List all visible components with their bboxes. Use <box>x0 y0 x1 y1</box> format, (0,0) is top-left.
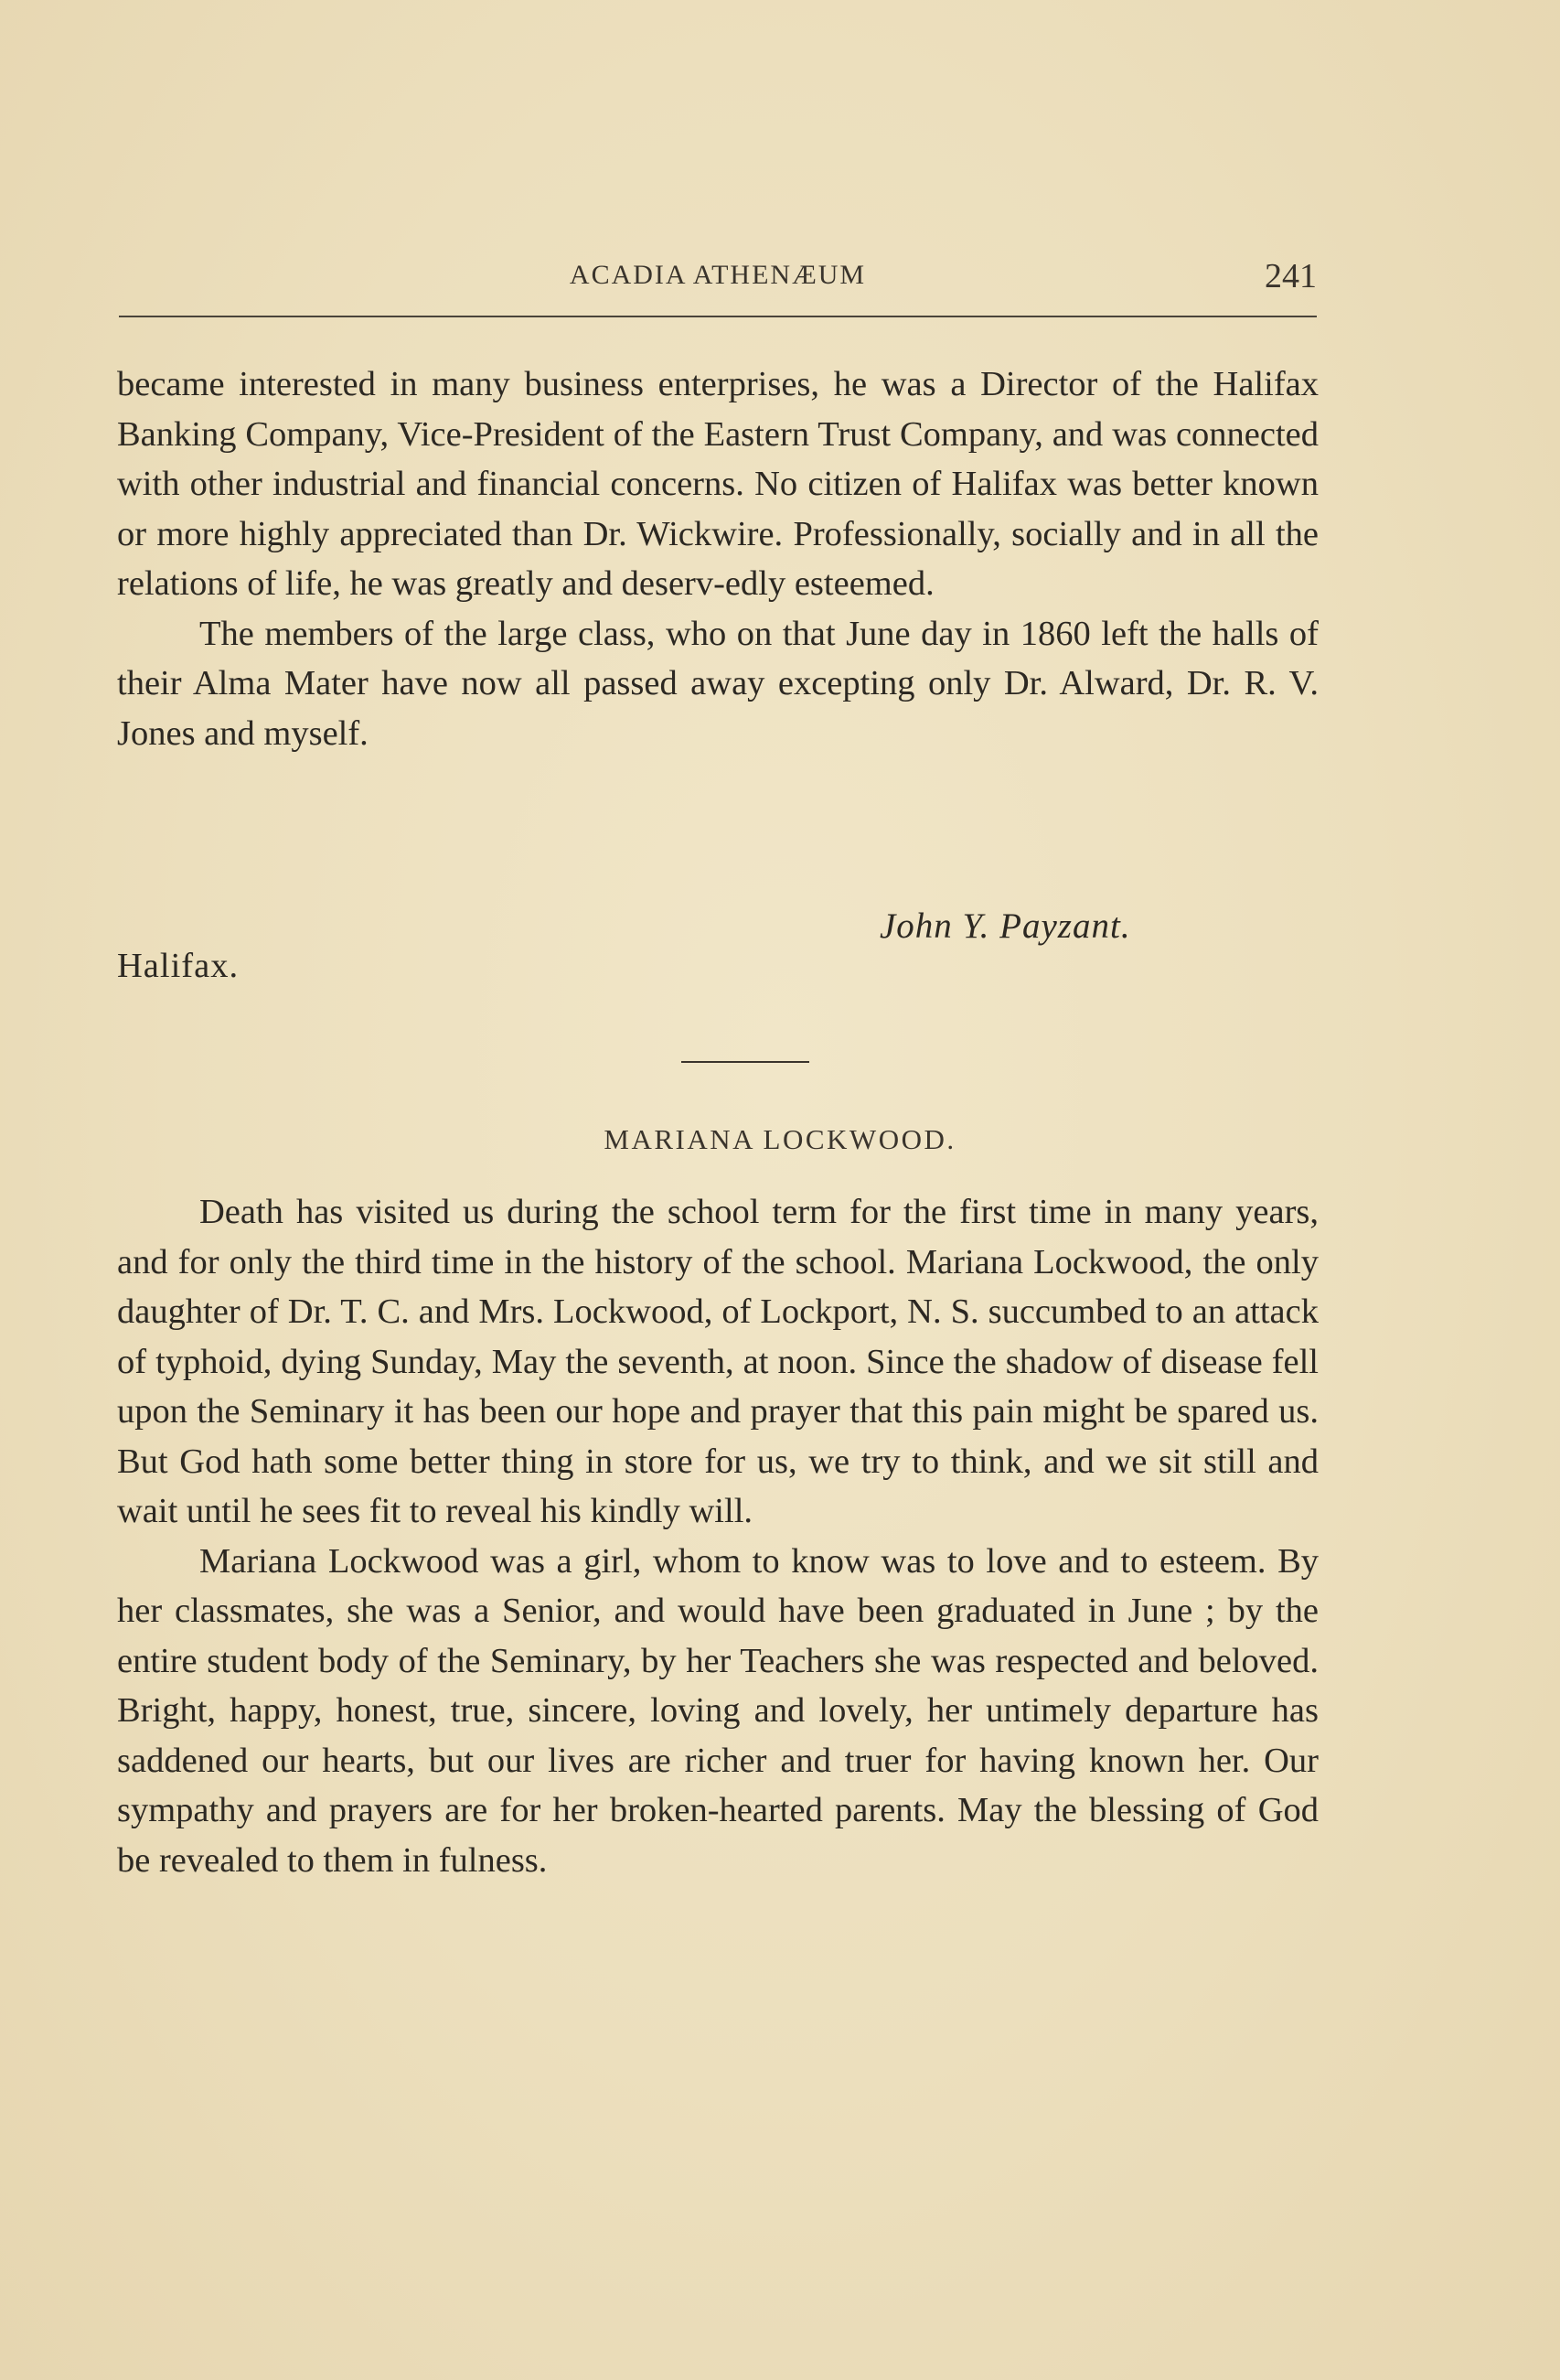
header-rule <box>119 316 1317 317</box>
page-number: 241 <box>1265 257 1317 295</box>
obituary-title: MARIANA LOCKWOOD. <box>604 1123 956 1155</box>
obituary-body <box>117 1187 1319 1885</box>
journal-title: ACADIA ATHENÆUM <box>569 260 867 290</box>
section-divider <box>681 1061 809 1063</box>
paragraph-class-members: The members of the large class, who on that June day in 1860 left the halls of their Alma Mater have now all passed away excepting only Dr. Alward, Dr. R. V. Jones and myself. <box>117 614 1319 753</box>
obituary-paragraph-1: Death has visited us during the school term for the first time in many years, and for only the third time in the history of the school. Mariana Lockwood, the only daughter of Dr. T. C. and Mrs. Lockwood, of Lockport, N. S. succumbed to an attack of typhoid, dying Sunday, May the seventh, at noon. Since the shadow of disease fell upon the Seminary it has been our hope and prayer that this pain might be spared us. But God hath some better thing in store for us, we try to think, and we sit still and wait until he sees fit to reveal his kindly will. <box>117 1193 1319 1530</box>
obituary-paragraph-2: Mariana Lockwood was a girl, whom to know was to love and to esteem. By her classmates, she was a Senior, and would have been graduated in June ; by the entire student body of the Seminary, by her Teachers she was respected and beloved. Bright, happy, honest, true, sincere, loving and lovely, her untimely departure has saddened our hearts, but our lives are richer and truer for having known her. Our sympathy and prayers are for her broken-hearted parents. May the blessing of God be revealed to them in fulness. <box>117 1541 1319 1880</box>
article-continuation <box>117 359 1319 758</box>
author-signature: John Y. Payzant. <box>880 906 1131 946</box>
paragraph-continued: became interested in many business enterprises, he was a Director of the Halifax Banking Company, Vice-President of the Eastern Trust Company, and was connected with other industrial and financial concerns. No citizen of Halifax was better known or more highly appreciated than Dr. Wickwire. Professionally, socially and in all the relations of life, he was greatly and deserv-edly esteemed. <box>117 365 1319 603</box>
place-line: Halifax. <box>117 947 240 985</box>
running-head <box>119 256 1317 300</box>
